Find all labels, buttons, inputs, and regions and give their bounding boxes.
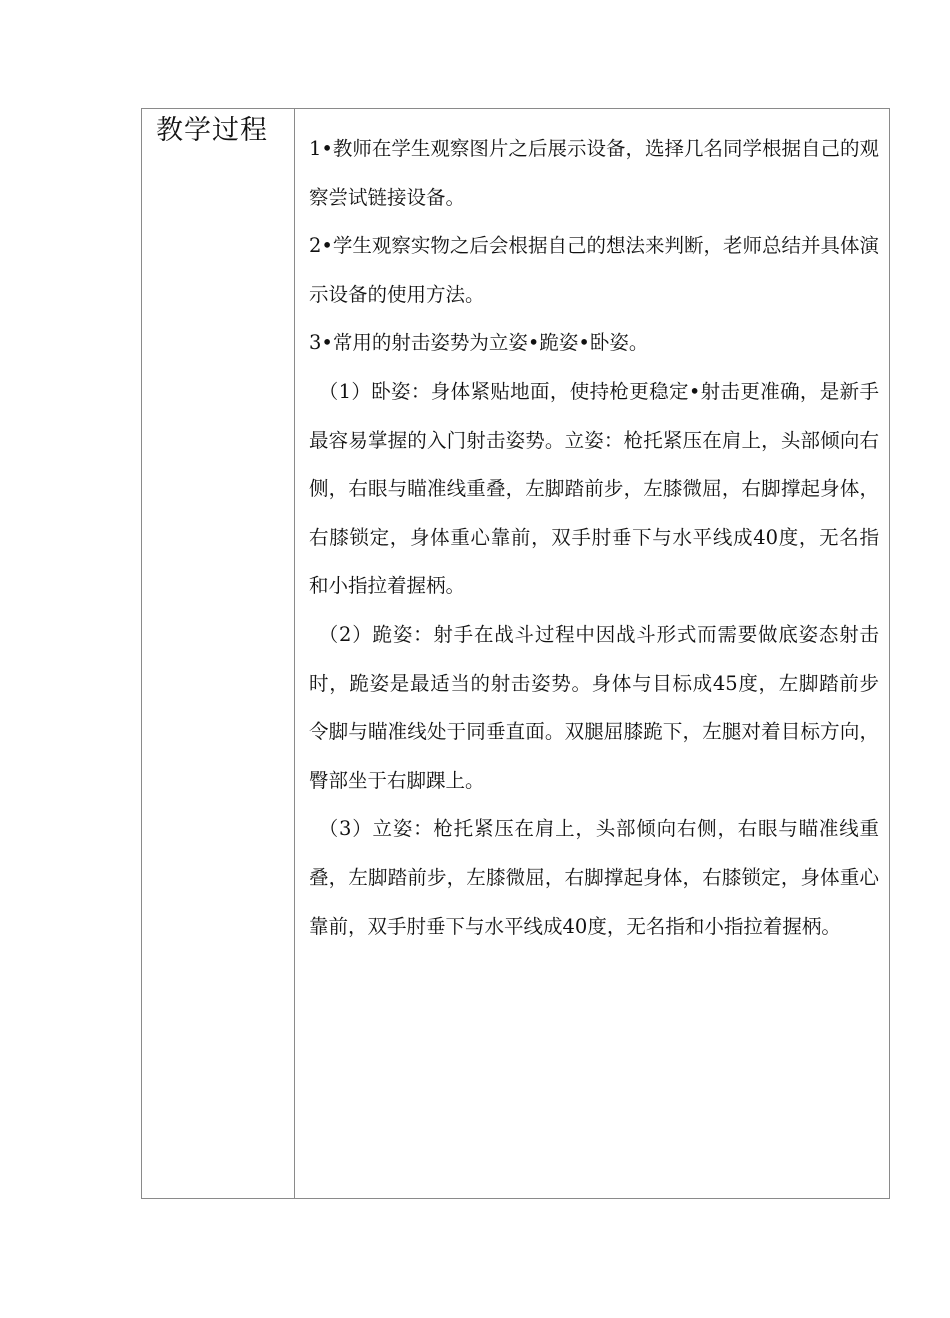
paragraph-step-3: 3•常用的射击姿势为立姿•跪姿•卧姿。	[309, 331, 649, 355]
lesson-table	[141, 108, 890, 1199]
paragraph-step-2: 2•学生观察实物之后会根据自己的想法来判断，老师总结并具体演示设备的使用方法。	[309, 234, 879, 306]
paragraph-standing-position: （3）立姿：枪托紧压在肩上，头部倾向右侧，右眼与瞄准线重叠，左脚踏前步，左膝微屈，右脚撑起身体，右膝锁定，身体重心靠前，双手肘垂下与水平线成40度，无名指和小指拉着握柄。	[309, 817, 879, 938]
label-cell	[142, 109, 295, 1198]
section-label: 教学过程	[156, 115, 268, 146]
paragraph-kneeling-position: （2）跪姿：射手在战斗过程中因战斗形式而需要做底姿态射击时，跪姿是最适当的射击姿势。身体与目标成45度，左脚踏前步令脚与瞄准线处于同垂直面。双腿屈膝跪下，左腿对着目标方向，臀部坐于右脚踝上。	[309, 622, 879, 792]
paragraph-prone-position: （1）卧姿：身体紧贴地面，使持枪更稳定•射击更准确，是新手最容易掌握的入门射击姿势。立姿：枪托紧压在肩上，头部倾向右侧，右眼与瞄准线重叠，左脚踏前步，左膝微屈，右脚撑起身体，右膝锁定，身体重心靠前，双手肘垂下与水平线成40度，无名指和小指拉着握柄。	[309, 379, 879, 598]
content-cell	[295, 109, 889, 1198]
paragraph-step-1: 1•教师在学生观察图片之后展示设备，选择几名同学根据自己的观察尝试链接设备。	[309, 137, 879, 209]
